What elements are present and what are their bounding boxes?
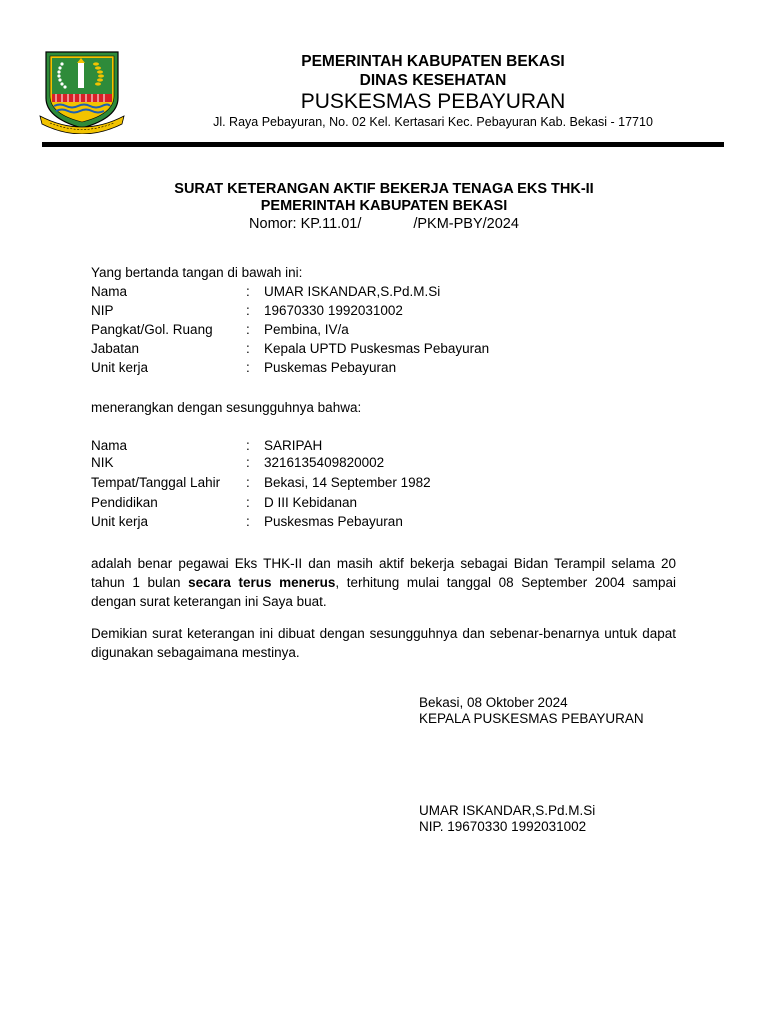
employee-unit-label: Unit kerja [91,514,149,529]
employee-name-label: Nama [91,438,128,453]
government-name: PEMERINTAH KABUPATEN BEKASI [301,53,565,70]
closing-paragraph: Demikian surat keterangan ini dibuat dengan sesungguhnya dan sebenar-benarnya untuk dapat digunakan sebagaimana mestinya. [91,626,676,660]
body-text-emphasis: secara terus menerus [188,575,336,590]
employee-unit-value: Puskesmas Pebayuran [264,514,403,529]
document-number [0,216,768,232]
kabupaten-bekasi-crest-icon [38,46,126,134]
signatory-rank-value: Pembina, IV/a [264,322,349,337]
signatory-name-value: UMAR ISKANDAR,S.Pd.M.Si [264,284,441,299]
letterhead-divider [42,142,724,147]
statement-text: menerangkan dengan sesungguhnya bahwa: [91,400,362,415]
signatory-unit-colon: : [246,360,250,375]
employee-name-colon: : [246,438,250,453]
signature-nip: NIP. 19670330 1992031002 [419,819,587,834]
document-subtitle: PEMERINTAH KABUPATEN BEKASI [260,198,508,214]
agency-name: DINAS KESEHATAN [359,72,507,89]
employee-unit-colon: : [246,514,250,529]
employee-education-label: Pendidikan [91,495,158,510]
signatory-rank-colon: : [246,322,250,337]
employee-birth-colon: : [246,475,250,490]
document-number-prefix: Nomor: KP.11.01/ [249,216,362,232]
signatory-name-colon: : [246,284,250,299]
document-number-suffix: /PKM-PBY/2024 [413,216,519,232]
signatory-position-value: Kepala UPTD Puskesmas Pebayuran [264,341,490,356]
signatory-nip-value: 19670330 1992031002 [264,303,403,318]
employee-education-colon: : [246,495,250,510]
signatory-rank-label: Pangkat/Gol. Ruang [91,322,213,337]
signatory-position-label: Jabatan [91,341,140,356]
employee-birth-value: Bekasi, 14 September 1982 [264,475,431,490]
signature-position: KEPALA PUSKESMAS PEBAYURAN [419,711,644,726]
body-text-part2: , terhitung mulai tanggal 08 September 2004 sampai dengan surat keterangan ini Saya buat. [91,575,676,609]
institution-address: Jl. Raya Pebayuran, No. 02 Kel. Kertasari Kec. Pebayuran Kab. Bekasi - 17710 [213,115,653,129]
employee-nik-label: NIK [91,455,114,470]
document-title: SURAT KETERANGAN AKTIF BEKERJA TENAGA EKS THK-II [174,181,594,197]
body-paragraph [91,554,676,611]
employee-nik-value: 3216135409820002 [264,455,385,470]
employee-education-value: D III Kebidanan [264,495,358,510]
signature-name: UMAR ISKANDAR,S.Pd.M.Si [419,803,596,818]
employee-nik-colon: : [246,455,250,470]
signatory-unit-value: Puskemas Pebayuran [264,360,397,375]
signatory-position-colon: : [246,341,250,356]
body-text-part1: adalah benar pegawai Eks THK-II dan masih aktif bekerja sebagai Bidan Terampil selama 20 tahun 1 bulan [91,556,676,590]
employee-birth-label: Tempat/Tanggal Lahir [91,475,221,490]
institution-name: PUSKESMAS PEBAYURAN [300,90,566,113]
signatory-name-label: Nama [91,284,128,299]
signatory-unit-label: Unit kerja [91,360,149,375]
employee-name-value: SARIPAH [264,438,323,453]
signature-place-date: Bekasi, 08 Oktober 2024 [419,695,568,710]
intro-text: Yang bertanda tangan di bawah ini: [91,265,303,280]
signatory-nip-colon: : [246,303,250,318]
signatory-nip-label: NIP [91,303,114,318]
